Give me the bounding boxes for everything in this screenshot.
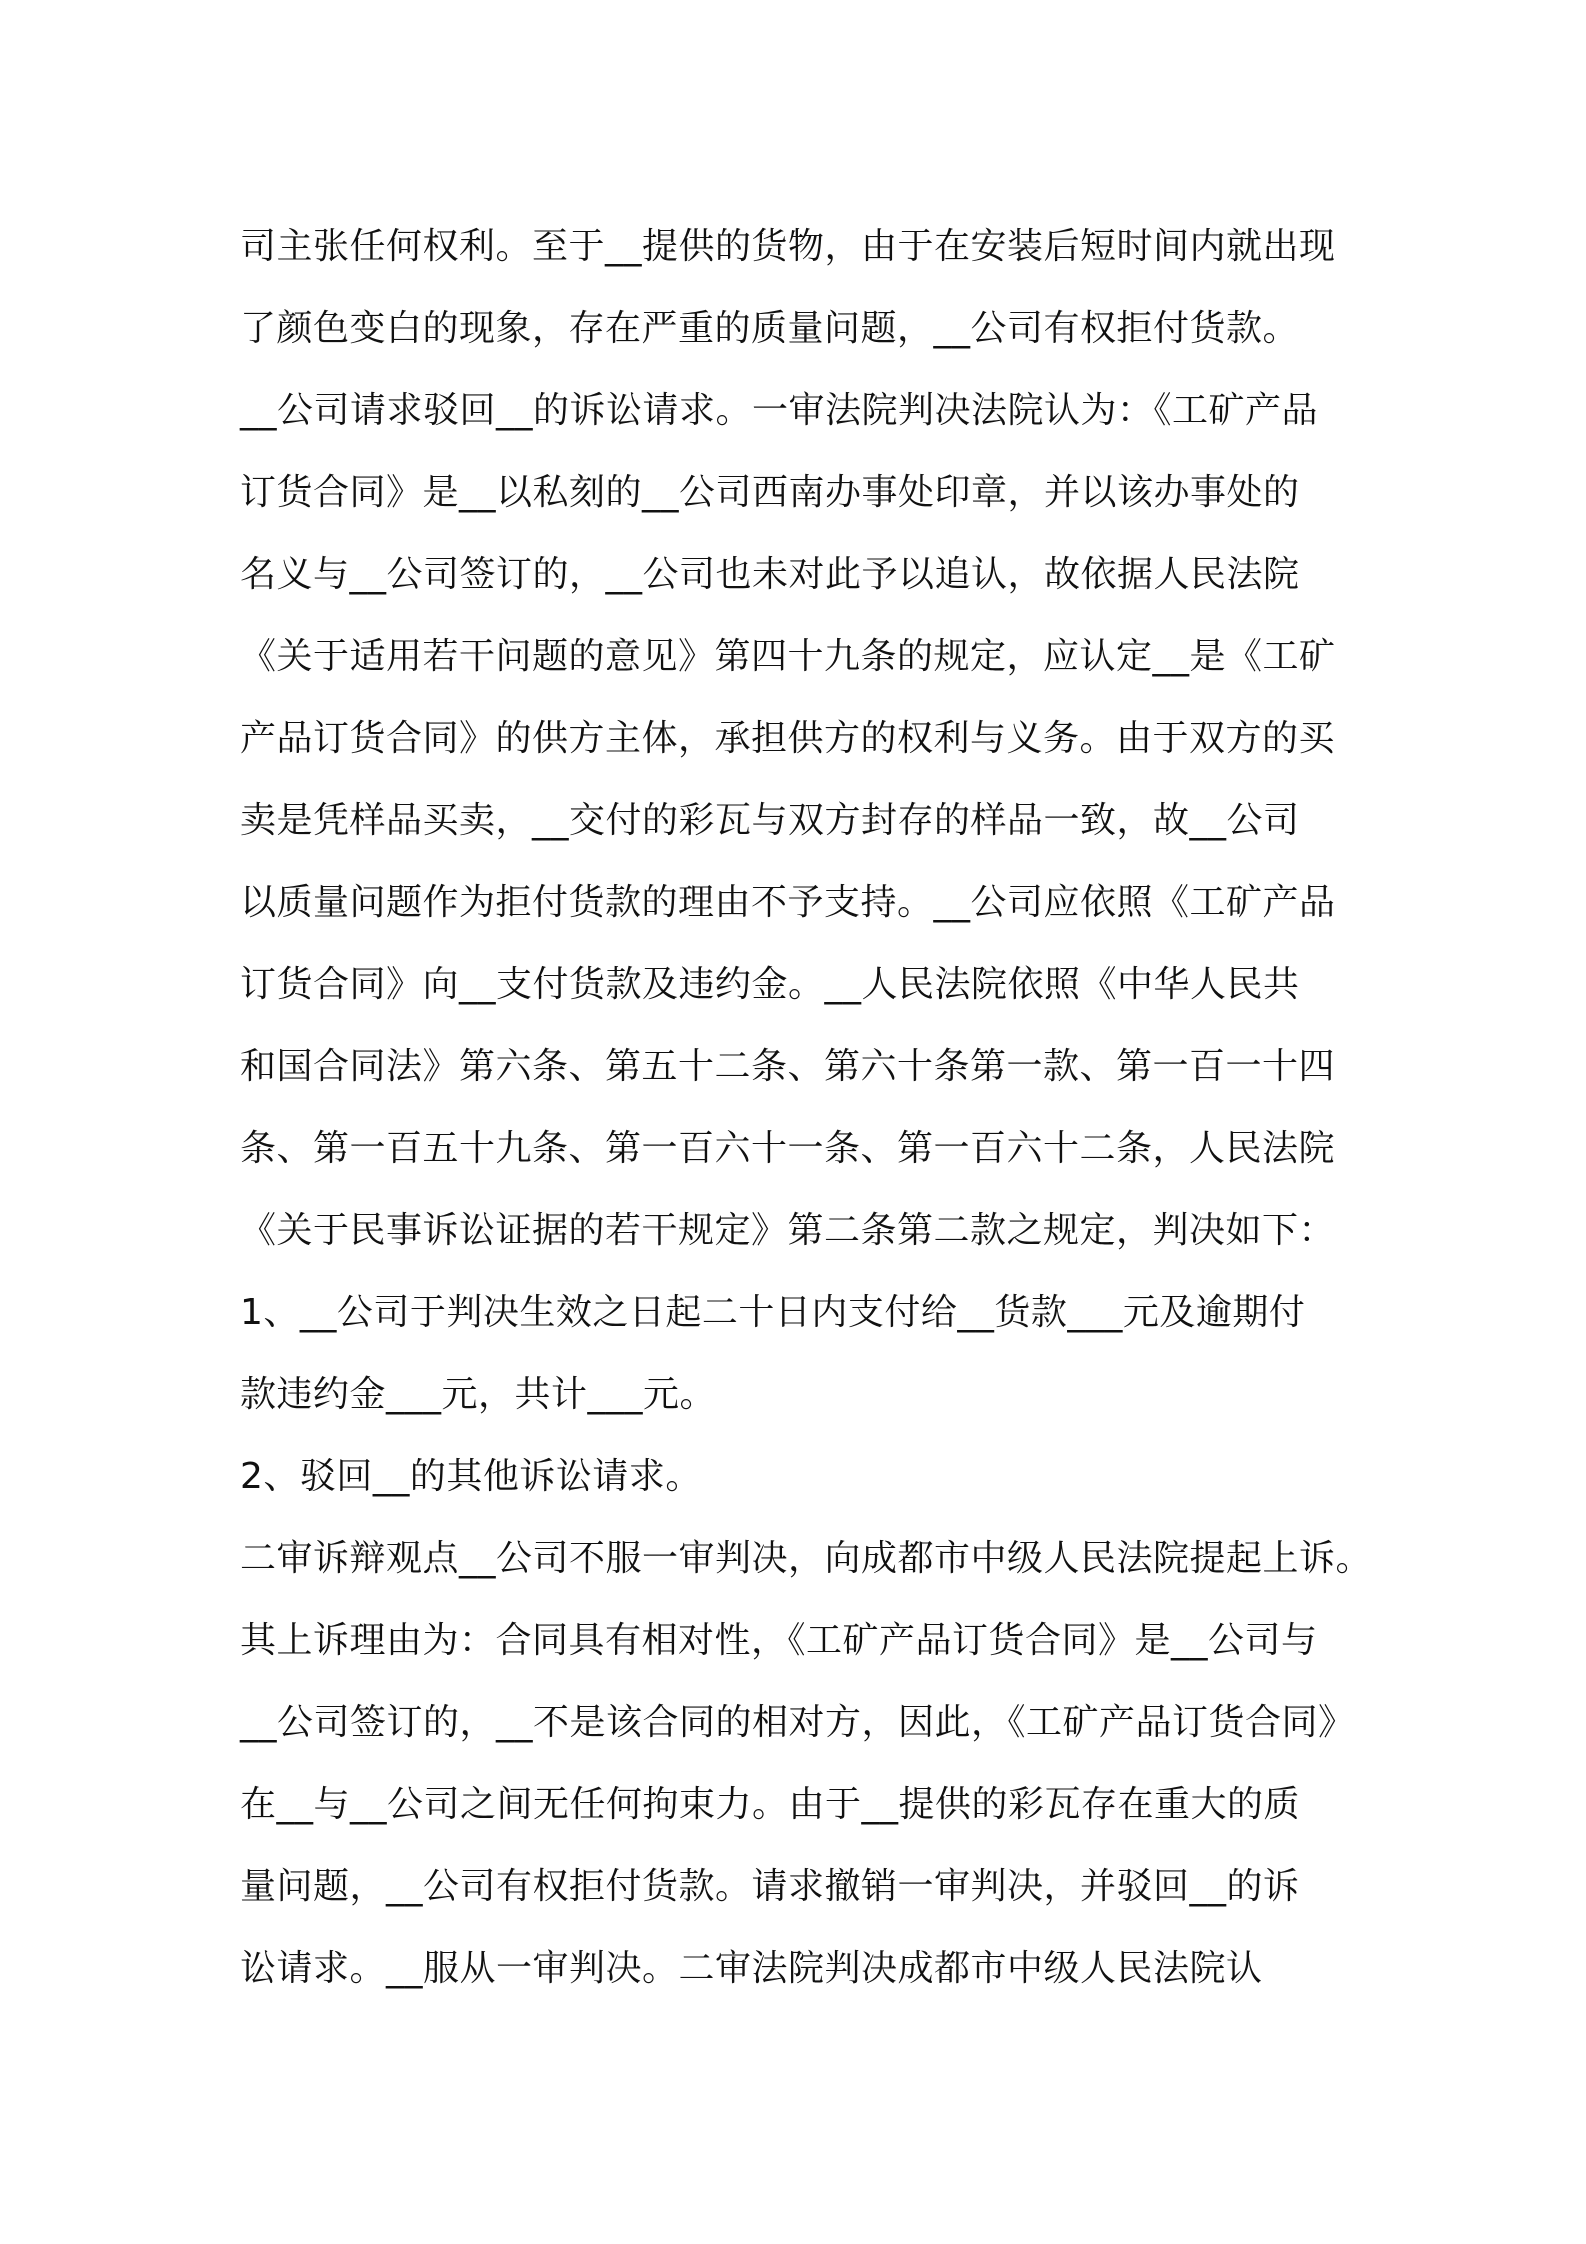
- text-line-10: 订货合同》向__支付货款及违约金。__人民法院依照《中华人民共: [240, 964, 1300, 1005]
- text-line-6: 《关于适用若干问题的意见》第四十九条的规定，应认定__是《工矿: [240, 636, 1336, 677]
- text-line-18: 其上诉理由为：合同具有相对性，《工矿产品订货合同》是__公司与: [240, 1620, 1318, 1661]
- text-line-13: 《关于民事诉讼证据的若干规定》第二条第二款之规定，判决如下：: [240, 1210, 1336, 1251]
- text-line-7: 产品订货合同》的供方主体，承担供方的权利与义务。由于双方的买: [240, 718, 1336, 759]
- text-line-2: 了颜色变白的现象，存在严重的质量问题，__公司有权拒付货款。: [240, 308, 1300, 349]
- text-line-3: __公司请求驳回__的诉讼请求。一审法院判决法院认为：《工矿产品: [240, 390, 1319, 431]
- text-line-14: 1、__公司于判决生效之日起二十日内支付给__货款___元及逾期付: [240, 1292, 1306, 1333]
- text-line-17: 二审诉辩观点__公司不服一审判决，向成都市中级人民法院提起上诉。: [240, 1538, 1373, 1579]
- text-line-4: 订货合同》是__以私刻的__公司西南办事处印章，并以该办事处的: [240, 472, 1300, 513]
- text-line-5: 名义与__公司签订的，__公司也未对此予以追认，故依据人民法院: [240, 554, 1300, 595]
- text-line-21: 量问题，__公司有权拒付货款。请求撤销一审判决，并驳回__的诉: [240, 1866, 1300, 1907]
- body-text: [240, 206, 1380, 2010]
- text-line-16: 2、驳回__的其他诉讼请求。: [240, 1456, 702, 1497]
- text-line-20: 在__与__公司之间无任何拘束力。由于__提供的彩瓦存在重大的质: [240, 1784, 1301, 1825]
- text-line-15: 款违约金___元，共计___元。: [240, 1374, 717, 1415]
- text-line-12: 条、第一百五十九条、第一百六十一条、第一百六十二条，人民法院: [240, 1128, 1336, 1169]
- text-line-11: 和国合同法》第六条、第五十二条、第六十条第一款、第一百一十四: [240, 1046, 1336, 1087]
- text-line-22: 讼请求。__服从一审判决。二审法院判决成都市中级人民法院认: [240, 1948, 1263, 1989]
- text-line-8: 卖是凭样品买卖，__交付的彩瓦与双方封存的样品一致，故__公司: [240, 800, 1300, 841]
- text-line-9: 以质量问题作为拒付货款的理由不予支持。__公司应依照《工矿产品: [240, 882, 1336, 923]
- text-line-19: __公司签订的，__不是该合同的相对方，因此，《工矿产品订货合同》: [240, 1702, 1355, 1743]
- text-line-1: 司主张任何权利。至于__提供的货物，由于在安装后短时间内就出现: [240, 226, 1336, 267]
